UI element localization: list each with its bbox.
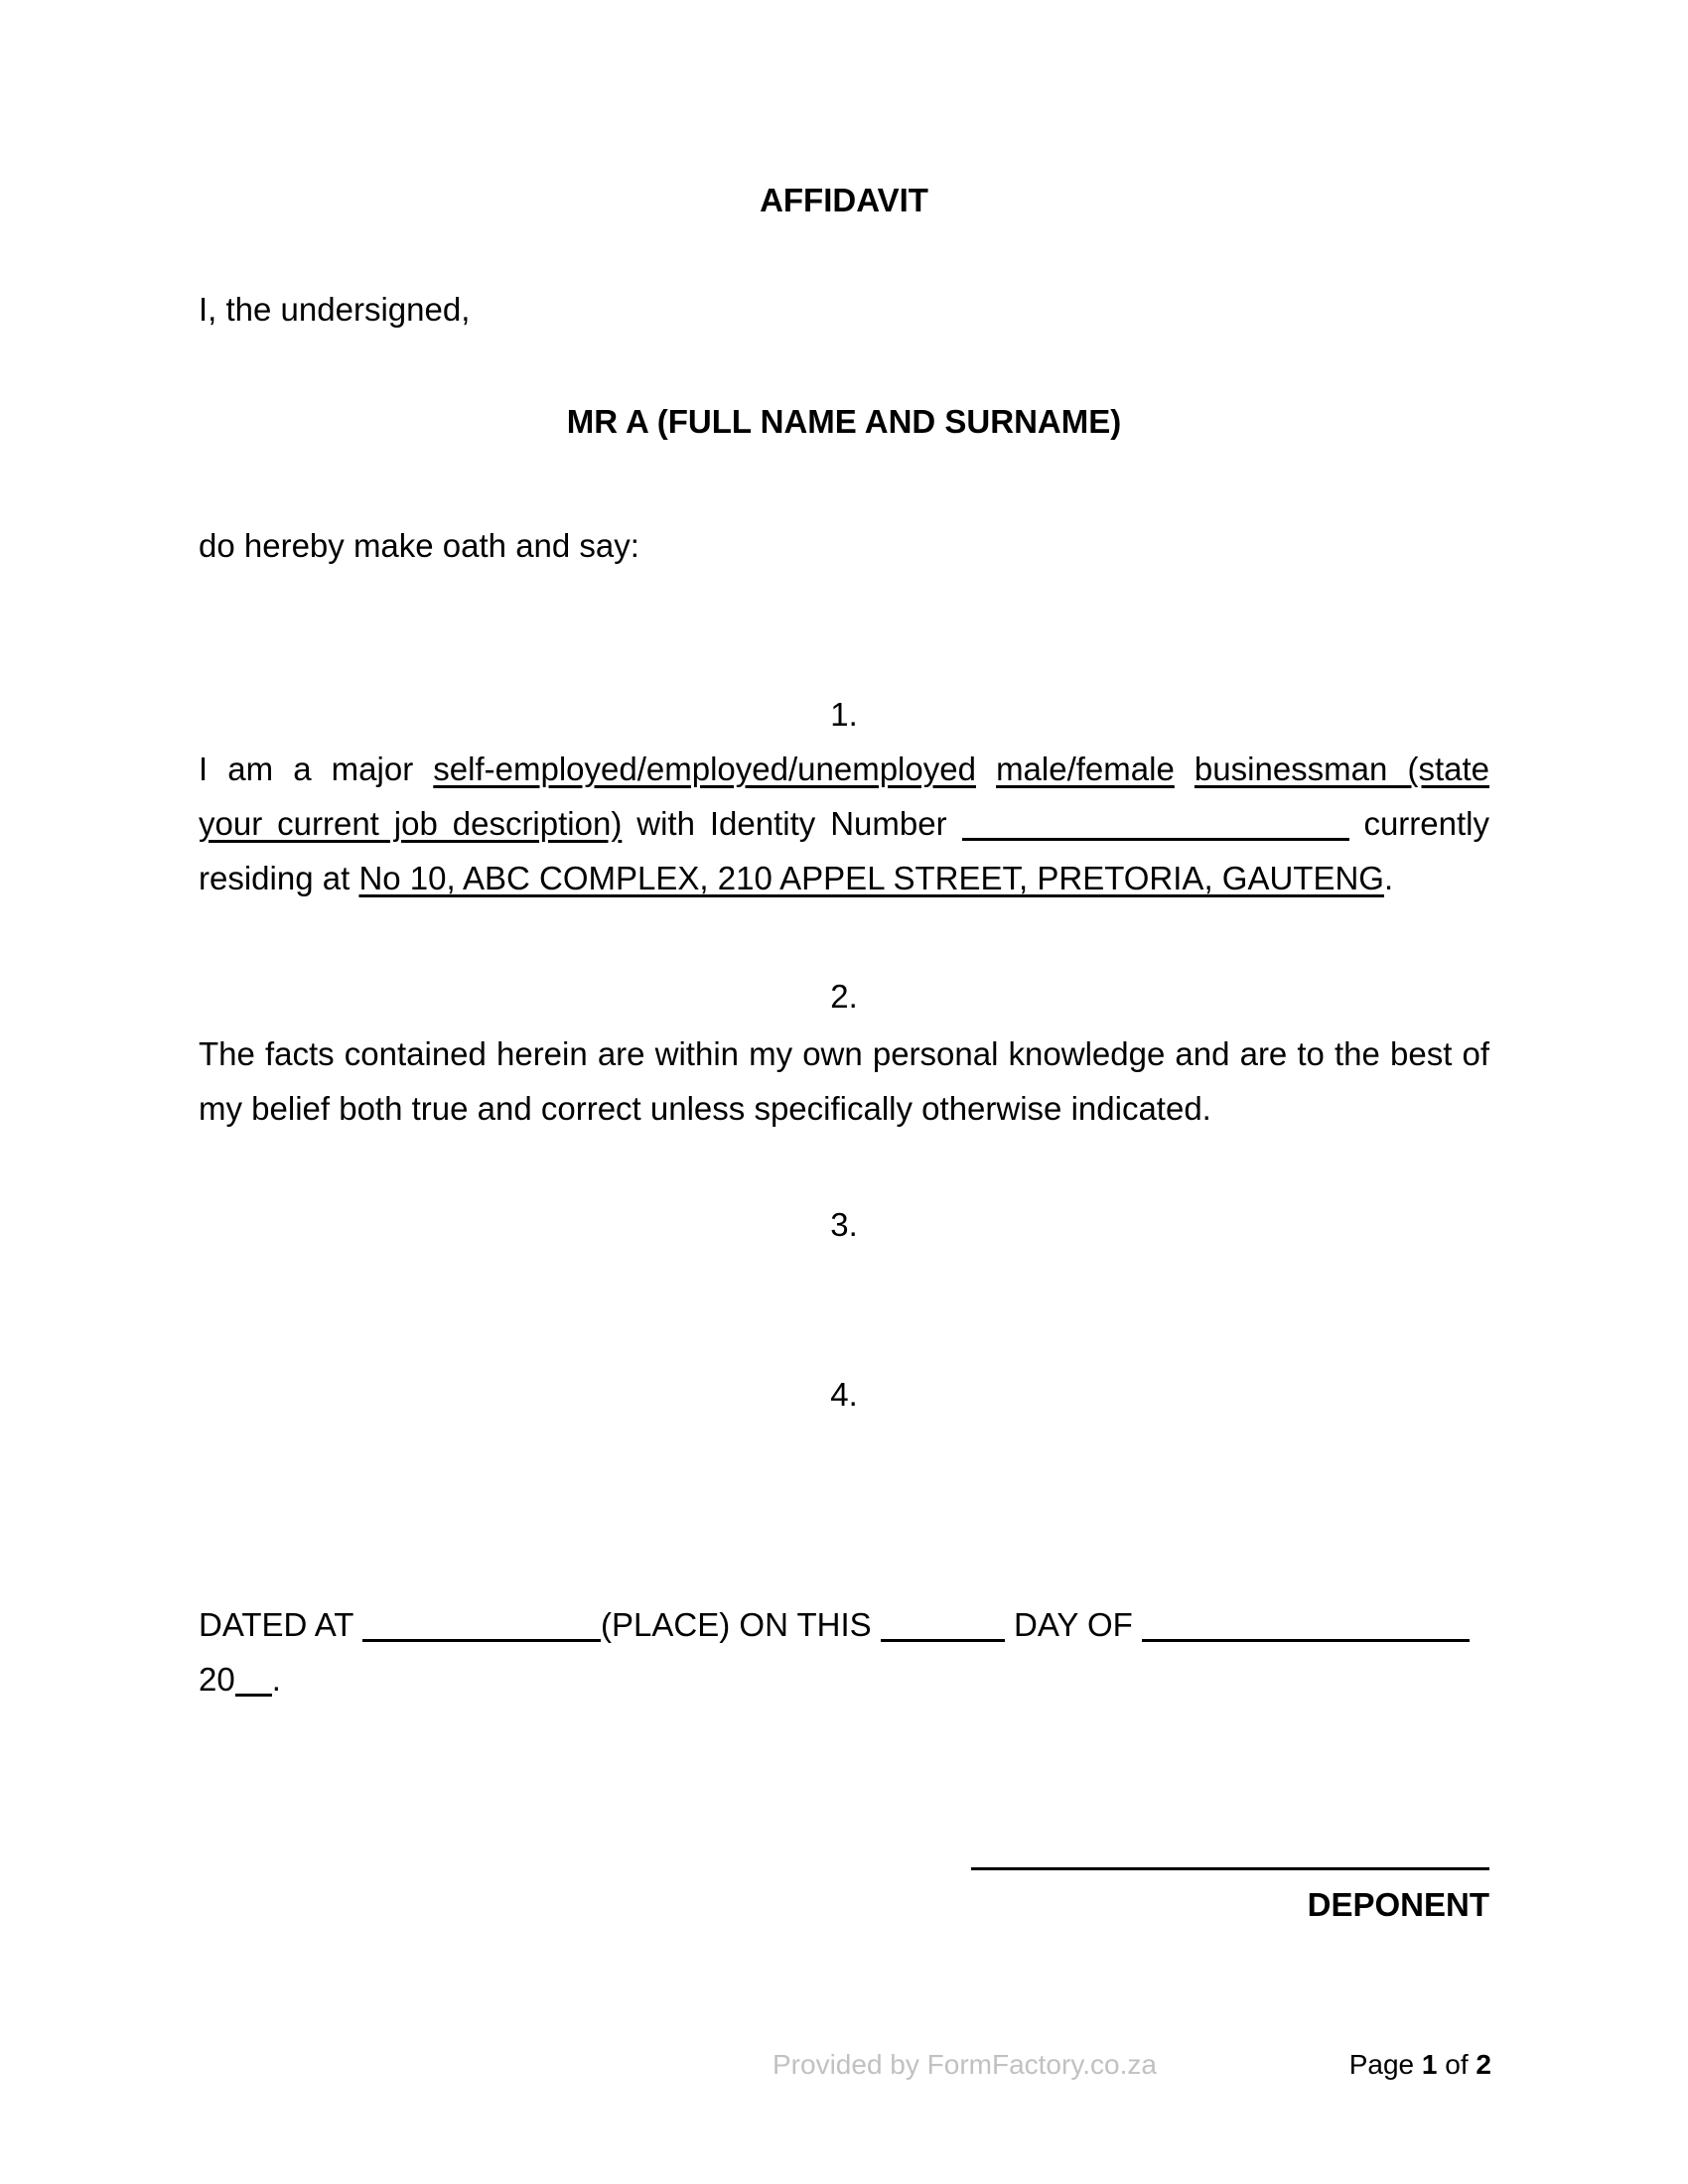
underlined-segment: your current job description) <box>199 805 623 842</box>
section-1-number: 1. <box>830 696 858 733</box>
oath-line: do hereby make oath and say: <box>199 527 639 564</box>
footer-provided-by: Provided by FormFactory.co.za <box>773 2049 1157 2080</box>
blank-fill-line <box>362 1638 601 1642</box>
section-4-number: 4. <box>830 1376 858 1413</box>
text-segment: (PLACE) ON THIS <box>601 1606 881 1643</box>
text-segment: . <box>1383 860 1394 896</box>
text-segment: DAY OF <box>1004 1606 1142 1643</box>
footer-of-label: of <box>1445 2049 1469 2080</box>
document-title: AFFIDAVIT <box>760 182 928 218</box>
underlined-segment: No 10, ABC COMPLEX, 210 APPEL STREET, PRETORIA, GAUTENG <box>358 860 1384 896</box>
underlined-segment: businessman (state <box>1194 751 1489 787</box>
dated-at-block <box>199 1597 1489 1706</box>
text-segment: DATED AT <box>199 1606 363 1643</box>
underlined-segment: self-employed/employed/unemployed <box>433 751 976 787</box>
footer-page-current: 1 <box>1421 2049 1438 2080</box>
section-1-paragraph <box>199 742 1489 905</box>
text-segment: I am a major <box>199 751 434 787</box>
text-segment: with Identity Number <box>622 805 962 842</box>
blank-fill-line <box>962 837 1349 841</box>
blank-fill-line <box>235 1693 272 1697</box>
paragraph-line <box>199 851 1489 905</box>
text-segment: . <box>271 1661 281 1698</box>
signature-line <box>971 1867 1489 1870</box>
section-2-paragraph <box>199 1026 1489 1136</box>
intro-line: I, the undersigned, <box>199 291 471 328</box>
deponent-name-line: MR A (FULL NAME AND SURNAME) <box>566 403 1122 440</box>
text-segment <box>976 751 996 787</box>
underlined-segment: male/female <box>996 751 1175 787</box>
blank-fill-line <box>1142 1638 1470 1642</box>
text-segment: The facts contained herein are within my own personal knowledge and are to the best of <box>199 1035 1489 1072</box>
paragraph-line <box>199 1026 1489 1081</box>
footer-page-total: 2 <box>1476 2049 1491 2080</box>
section-3-number: 3. <box>830 1206 858 1243</box>
footer-page-label: Page <box>1348 2049 1415 2080</box>
paragraph-line <box>199 742 1489 796</box>
text-segment: currently <box>1348 805 1489 842</box>
text-segment: residing at <box>199 860 359 896</box>
text-segment <box>1175 751 1195 787</box>
paragraph-line <box>199 1081 1489 1136</box>
footer-page-number <box>1349 2047 1491 2083</box>
dated-at-line <box>199 1597 1489 1652</box>
text-segment: my belief both true and correct unless specifically otherwise indicated. <box>199 1090 1211 1127</box>
text-segment: 20 <box>199 1661 235 1698</box>
dated-year-line <box>199 1652 1489 1706</box>
deponent-label: DEPONENT <box>1307 1886 1489 1923</box>
paragraph-line <box>199 796 1489 851</box>
section-2-number: 2. <box>830 978 858 1015</box>
blank-fill-line <box>881 1638 1005 1642</box>
